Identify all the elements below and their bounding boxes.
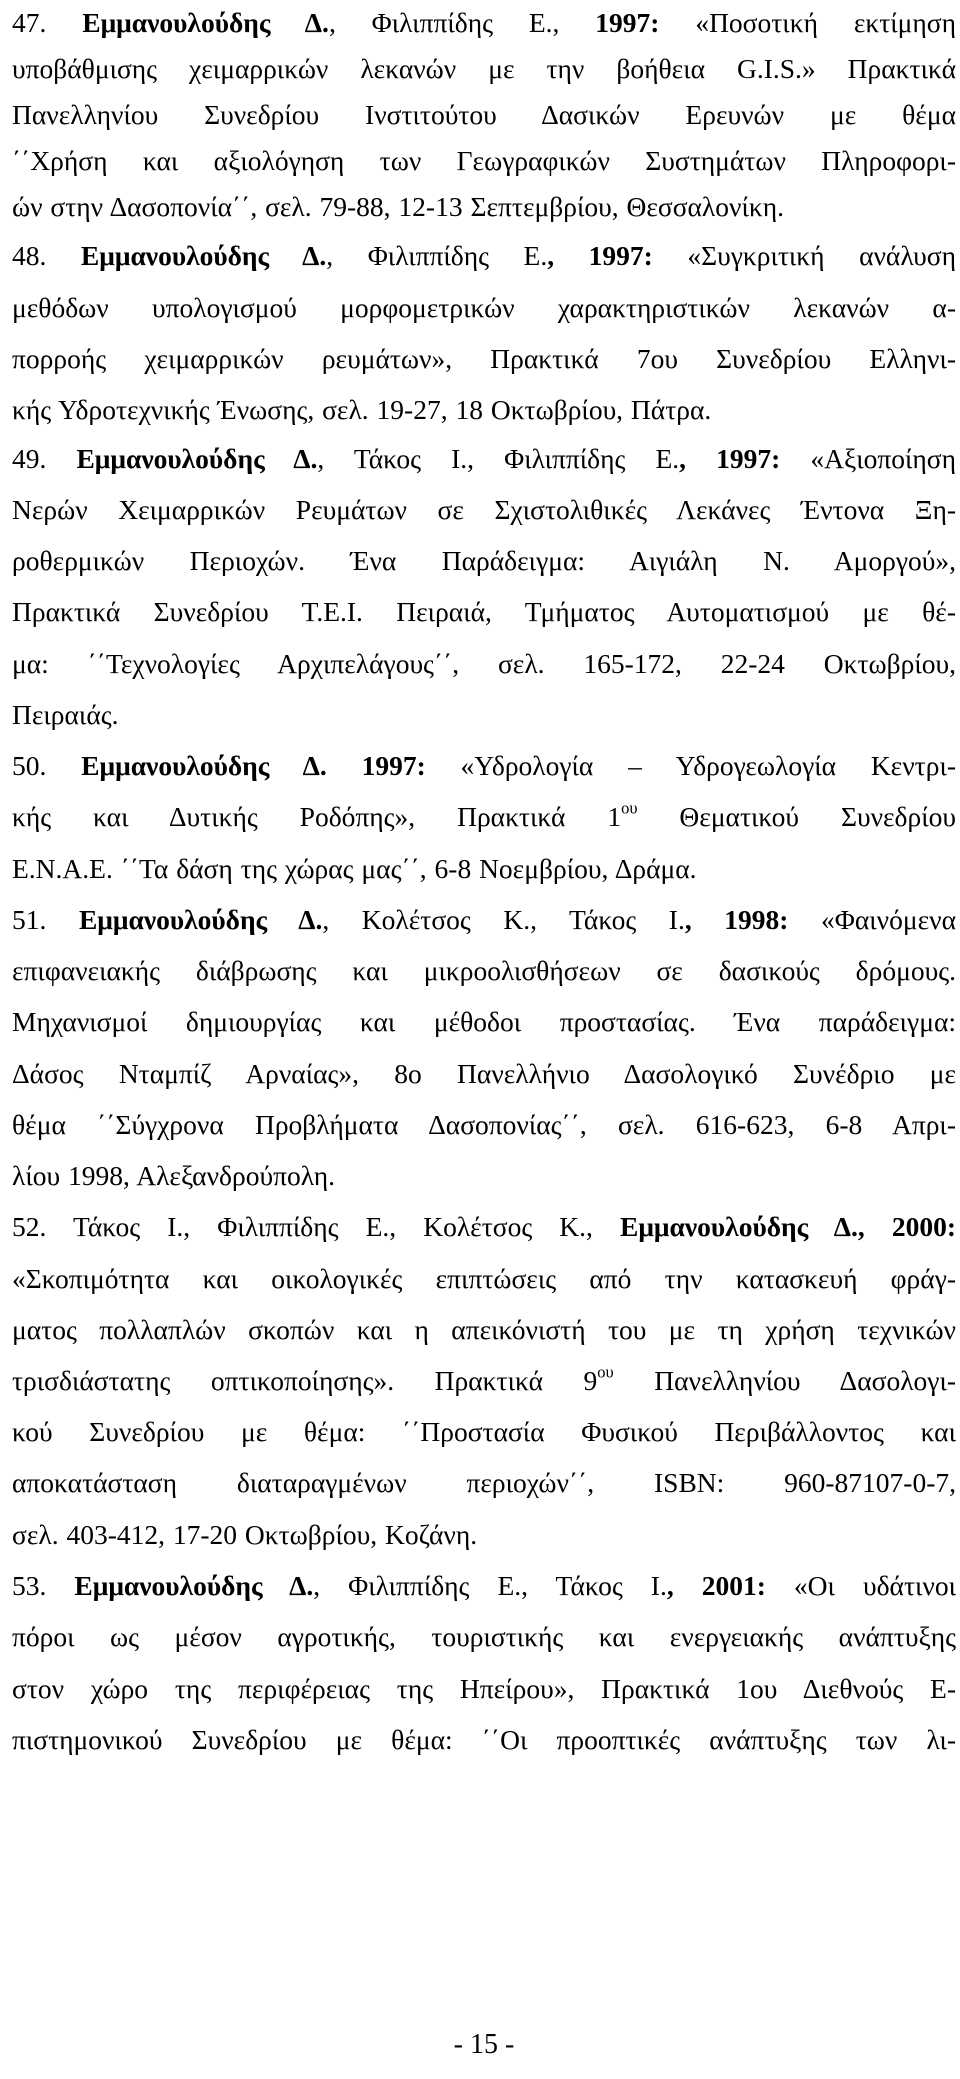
ref-49-line-3: ροθερμικών Περιοχών. Ένα Παράδειγμα: Αιγιάλη Ν. Αμοργού»,	[12, 545, 956, 576]
ref-51-line-2: επιφανειακής διάβρωσης και μικροολισθήσεων σε δασικούς δρόμους.	[12, 955, 956, 986]
ref-48-line-3: πορροής χειμαρρικών ρευμάτων», Πρακτικά 7ου Συνεδρίου Ελληνι-	[12, 343, 956, 374]
ref-52-line-2: «Σκοπιμότητα και οικολογικές επιπτώσεις από την κατασκευή φράγ-	[12, 1263, 956, 1294]
ref-49-line-4: Πρακτικά Συνεδρίου Τ.Ε.Ι. Πειραιά, Τμήματος Αυτοματισμού με θέ-	[12, 596, 956, 627]
ref-51-line-6: λίου 1998, Αλεξανδρούπολη.	[12, 1160, 336, 1191]
ref-52-line-3: ματος πολλαπλών σκοπών και η απεικόνιστή του με τη χρήση τεχνικών	[12, 1314, 956, 1345]
ref-50-line-2: κής και Δυτικής Ροδόπης», Πρακτικά $1^{o\upsilon}$ Θεματικού Συνεδρίου	[12, 798, 956, 832]
ref-47-line-2: υποβάθμισης χειμαρρικών λεκανών με την βοήθεια G.I.S.» Πρακτικά	[12, 53, 956, 84]
ref-47-line-1: 47. Εμμανουλούδης Δ., Φιλιππίδης Ε., 1997: «Ποσοτική εκτίμηση	[12, 7, 957, 38]
ref-53-line-4: πιστημονικού Συνεδρίου με θέμα: ΄΄Οι προοπτικές ανάπτυξης των λι-	[12, 1724, 956, 1755]
ref-49-line-5: μα: ΄΄Τεχνολογίες Αρχιπελάγους΄΄, σελ. 165-172, 22-24 Οκτωβρίου,	[12, 648, 956, 679]
ref-52-line-6: αποκατάσταση διαταραγμένων περιοχών΄΄, ISBN: 960-87107-0-7,	[12, 1467, 956, 1498]
ref-51-line-4: Δάσος Νταμπίζ Αρναίας», 8ο Πανελλήνιο Δασολογικό Συνέδριο με	[12, 1058, 956, 1089]
ref-51-line-5: θέμα ΄΄Σύγχρονα Προβλήματα Δασοπονίας΄΄, σελ. 616-623, 6-8 Απρι-	[12, 1109, 956, 1140]
ref-52-line-5: κού Συνεδρίου με θέμα: ΄΄Προστασία Φυσικού Περιβάλλοντος και	[12, 1416, 956, 1447]
ref-53-line-3: στον χώρο της περιφέρειας της Ηπείρου», Πρακτικά 1ου Διεθνούς Ε-	[12, 1673, 956, 1704]
ref-52-line-1: 52. Τάκος Ι., Φιλιππίδης Ε., Κολέτσος Κ., Εμμανουλούδης Δ., 2000:	[12, 1211, 956, 1242]
ref-53-line-2: πόροι ως μέσον αγροτικής, τουριστικής και ενεργειακής ανάπτυξης	[12, 1621, 956, 1652]
ref-48-line-4: κής Υδροτεχνικής Ένωσης, σελ. 19-27, 18 Οκτωβρίου, Πάτρα.	[12, 394, 712, 425]
ref-49-line-1: 49. Εμμανουλούδης Δ., Τάκος Ι., Φιλιππίδης Ε., 1997: «Αξιοποίηση	[12, 443, 957, 474]
ref-52-line-4: τρισδιάστατης οπτικοποίησης». Πρακτικά $9^{o\upsilon}$ Πανελληνίου Δασολογι-	[12, 1362, 956, 1396]
ref-47-line-3: Πανελληνίου Συνεδρίου Ινστιτούτου Δασικών Ερευνών με θέμα	[12, 99, 956, 130]
ref-51-line-1: 51. Εμμανουλούδης Δ., Κολέτσος Κ., Τάκος Ι., 1998: «Φαινόμενα	[12, 904, 956, 935]
ref-50-line-1: 50. Εμμανουλούδης Δ. 1997: «Υδρολογία – Υδρογεωλογία Κεντρι-	[12, 750, 956, 781]
ref-49-line-2: Νερών Χειμαρρικών Ρευμάτων σε Σχιστολιθικές Λεκάνες Έντονα Ξη-	[12, 494, 956, 525]
ref-50-line-3: Ε.Ν.Α.Ε. ΄΄Τα δάση της χώρας μας΄΄, 6-8 Νοεμβρίου, Δράμα.	[12, 853, 697, 884]
ref-52-line-7: σελ. 403-412, 17-20 Οκτωβρίου, Κοζάνη.	[12, 1519, 478, 1550]
ref-48-line-1: 48. Εμμανουλούδης Δ., Φιλιππίδης Ε., 1997: «Συγκριτική ανάλυση	[12, 240, 956, 271]
page-number: - 15 -	[453, 2029, 515, 2060]
ref-49-line-6: Πειραιάς.	[12, 699, 119, 730]
ref-47-line-5: ών στην Δασοπονία΄΄, σελ. 79-88, 12-13 Σεπτεμβρίου, Θεσσαλονίκη.	[12, 191, 784, 222]
ref-53-line-1: 53. Εμμανουλούδης Δ., Φιλιππίδης Ε., Τάκος Ι., 2001: «Οι υδάτινοι	[12, 1570, 956, 1601]
ref-48-line-2: μεθόδων υπολογισμού μορφομετρικών χαρακτηριστικών λεκανών α-	[12, 292, 956, 323]
ref-51-line-3: Μηχανισμοί δημιουργίας και μέθοδοι προστασίας. Ένα παράδειγμα:	[12, 1006, 956, 1037]
ref-47-line-4: ΄΄Χρήση και αξιολόγηση των Γεωγραφικών Συστημάτων Πληροφορι-	[12, 145, 956, 176]
